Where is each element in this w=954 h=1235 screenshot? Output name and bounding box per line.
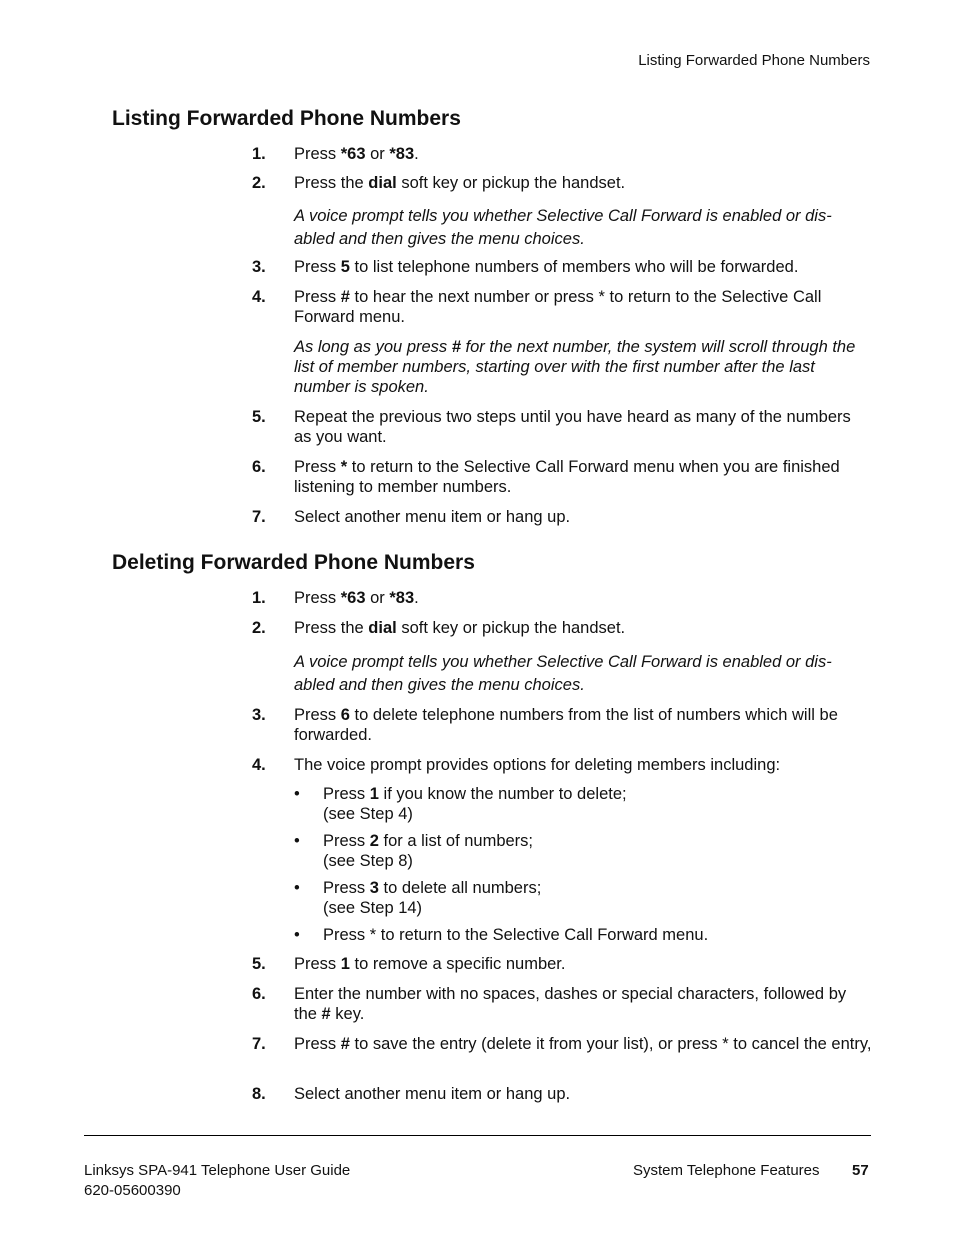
step-number: 3. — [252, 706, 266, 724]
step-text: Enter the number with no spaces, dashes or special characters, followed by the # key. — [294, 985, 847, 1023]
bullet-text: Press 2 for a list of numbers; (see Step 8) — [323, 832, 534, 870]
step-text: Press the dial soft key or pickup the handset. — [294, 619, 626, 637]
step-text: Press 6 to delete telephone numbers from the list of numbers which will be forwarded. — [294, 706, 838, 744]
step-text: Repeat the previous two steps until you have heard as many of the numbers as you want. — [294, 408, 851, 446]
bullet-icon: • — [294, 926, 300, 944]
step-text: Press the dial soft key or pickup the handset. — [294, 174, 626, 192]
bullet-text: Press 1 if you know the number to delete; (see Step 4) — [323, 785, 627, 823]
step-text: Select another menu item or hang up. — [294, 1085, 571, 1103]
section-title-listing: Listing Forwarded Phone Numbers — [112, 107, 461, 130]
step-number: 8. — [252, 1085, 266, 1103]
step-text: The voice prompt provides options for deleting members including: — [294, 756, 781, 774]
step-text: Press 5 to list telephone numbers of members who will be forwarded. — [294, 258, 799, 276]
step-number: 4. — [252, 288, 266, 306]
footer-chapter: System Telephone Features — [633, 1162, 820, 1179]
step-number: 7. — [252, 508, 266, 526]
page-number: 57 — [852, 1162, 869, 1179]
step-number: 5. — [252, 408, 266, 426]
step-number: 2. — [252, 174, 266, 192]
step-number: 7. — [252, 1035, 266, 1053]
bullet-icon: • — [294, 785, 300, 803]
footer-divider — [84, 1135, 871, 1136]
footer-doc-number: 620-05600390 — [84, 1182, 181, 1199]
bullet-icon: • — [294, 832, 300, 850]
scroll-note: As long as you press # for the next number, the system will scroll through the list of member numbers, starting over with the first number after the last number is spoken. — [294, 338, 856, 396]
bullet-icon: • — [294, 879, 300, 897]
step-number: 6. — [252, 458, 266, 476]
step-number: 2. — [252, 619, 266, 637]
voice-prompt-note: A voice prompt tells you whether Selective Call Forward is enabled or dis-abled and then gives the menu choices. — [294, 207, 832, 248]
step-number: 5. — [252, 955, 266, 973]
bullet-text: Press 3 to delete all numbers; (see Step 14) — [323, 879, 542, 917]
voice-prompt-note: A voice prompt tells you whether Selective Call Forward is enabled or dis-abled and then gives the menu choices. — [294, 653, 832, 694]
running-header: Listing Forwarded Phone Numbers — [638, 52, 870, 69]
step-text: Press *63 or *83. — [294, 145, 419, 163]
footer-guide-title: Linksys SPA-941 Telephone User Guide — [84, 1162, 351, 1179]
step-number: 6. — [252, 985, 266, 1003]
step-text: Select another menu item or hang up. — [294, 508, 571, 526]
step-text: Press # to hear the next number or press * to return to the Selective Call Forward menu. — [294, 288, 822, 326]
step-text: Press *63 or *83. — [294, 589, 419, 607]
step-text: Press * to return to the Selective Call Forward menu when you are finished listening to member numbers. — [294, 458, 840, 496]
step-number: 3. — [252, 258, 266, 276]
step-number: 4. — [252, 756, 266, 774]
step-number: 1. — [252, 145, 266, 163]
step-text: Press # to save the entry (delete it from your list), or press * to cancel the entry, — [294, 1035, 872, 1053]
bullet-text: Press * to return to the Selective Call Forward menu. — [323, 926, 709, 944]
step-number: 1. — [252, 589, 266, 607]
step-text: Press 1 to remove a specific number. — [294, 955, 566, 973]
section-title-deleting: Deleting Forwarded Phone Numbers — [112, 551, 475, 574]
